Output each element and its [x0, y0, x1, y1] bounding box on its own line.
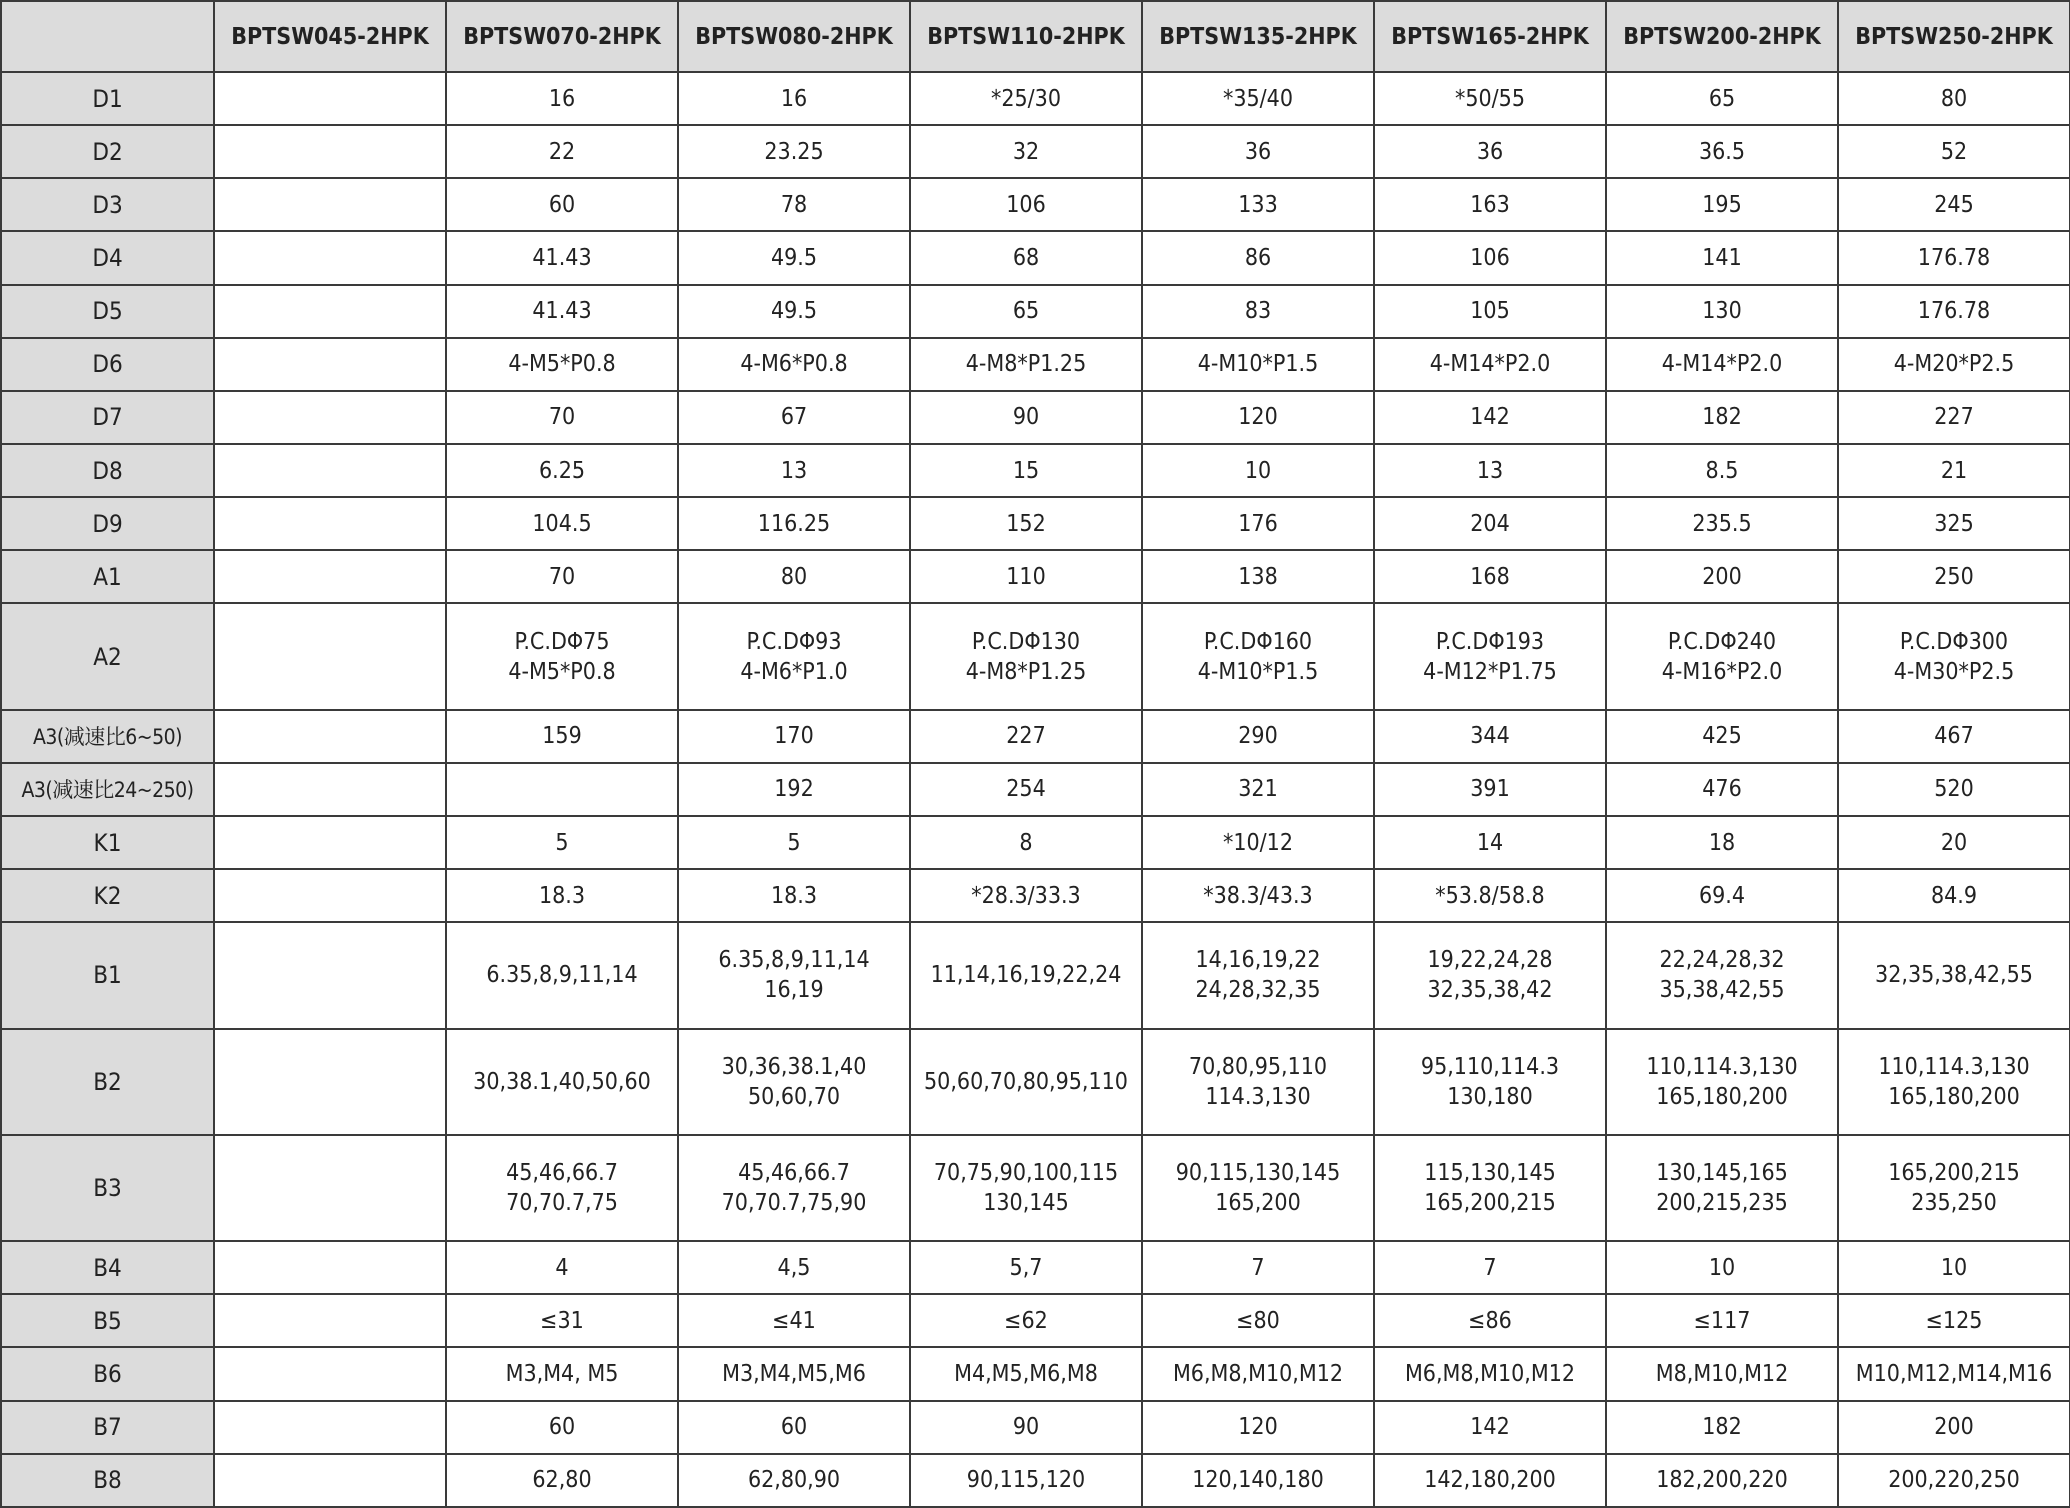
table-cell: [214, 1135, 446, 1241]
table-cell: [910, 1135, 1142, 1241]
row-label: K2: [1, 869, 214, 922]
table-cell: [214, 72, 446, 125]
cell-line: 165,200: [1215, 1189, 1301, 1216]
table-cell: 182: [1606, 1401, 1838, 1454]
table-cell: [446, 603, 678, 709]
cell-line: 4-M8*P1.25: [965, 658, 1087, 685]
table-cell: [1838, 1029, 2070, 1135]
table-cell: 4-M5*P0.8: [446, 338, 678, 391]
table-cell: 142,180,200: [1374, 1454, 1606, 1507]
table-cell: 176.78: [1838, 231, 2070, 284]
table-row: [1, 1454, 2070, 1507]
table-row: [1, 338, 2070, 391]
table-cell: 30,38.1,40,50,60: [446, 1029, 678, 1135]
row-label: B5: [1, 1294, 214, 1347]
table-cell: [214, 285, 446, 338]
table-cell: 10: [1606, 1241, 1838, 1294]
table-cell: [678, 603, 910, 709]
model-header: BPTSW070-2HPK: [446, 1, 678, 72]
row-label: K1: [1, 816, 214, 869]
table-row: [1, 763, 2070, 816]
row-label: B6: [1, 1347, 214, 1400]
table-cell: [214, 391, 446, 444]
table-cell: [214, 178, 446, 231]
table-cell: M3,M4, M5: [446, 1347, 678, 1400]
table-cell: [1374, 603, 1606, 709]
cell-line: P.C.DΦ300: [1899, 628, 2009, 655]
table-cell: 16: [678, 72, 910, 125]
table-cell: *35/40: [1142, 72, 1374, 125]
table-cell: [1142, 1029, 1374, 1135]
table-cell: [214, 231, 446, 284]
cell-line: 30,36,38.1,40: [721, 1053, 867, 1080]
table-cell: ≤31: [446, 1294, 678, 1347]
table-cell: [214, 710, 446, 763]
table-cell: 195: [1606, 178, 1838, 231]
table-cell: 18: [1606, 816, 1838, 869]
table-cell: 325: [1838, 497, 2070, 550]
table-row: [1, 1241, 2070, 1294]
table-cell: 80: [1838, 72, 2070, 125]
table-cell: 227: [1838, 391, 2070, 444]
table-cell: 15: [910, 444, 1142, 497]
row-label: B8: [1, 1454, 214, 1507]
table-cell: 290: [1142, 710, 1374, 763]
cell-line: 70,70.7,75: [506, 1189, 618, 1216]
table-row: [1, 922, 2070, 1028]
table-cell: 13: [1374, 444, 1606, 497]
table-cell: [214, 497, 446, 550]
table-cell: [1374, 1135, 1606, 1241]
table-cell: 18.3: [446, 869, 678, 922]
table-cell: 14: [1374, 816, 1606, 869]
table-cell: [214, 1294, 446, 1347]
cell-line: 95,110,114.3: [1420, 1053, 1560, 1080]
row-label: D6: [1, 338, 214, 391]
model-header: BPTSW045-2HPK: [214, 1, 446, 72]
cell-line: 70,70.7,75,90: [721, 1189, 867, 1216]
row-label: A1: [1, 550, 214, 603]
table-cell: *38.3/43.3: [1142, 869, 1374, 922]
table-cell: 116.25: [678, 497, 910, 550]
table-cell: 50,60,70,80,95,110: [910, 1029, 1142, 1135]
table-cell: 110: [910, 550, 1142, 603]
table-cell: 13: [678, 444, 910, 497]
table-cell: 70: [446, 550, 678, 603]
table-cell: 11,14,16,19,22,24: [910, 922, 1142, 1028]
table-cell: 4-M14*P2.0: [1374, 338, 1606, 391]
table-cell: *25/30: [910, 72, 1142, 125]
cell-line: 24,28,32,35: [1195, 977, 1321, 1004]
cell-line: 6.35,8,9,11,14: [718, 947, 870, 974]
cell-line: 165,180,200: [1656, 1083, 1788, 1110]
table-cell: 520: [1838, 763, 2070, 816]
table-cell: M4,M5,M6,M8: [910, 1347, 1142, 1400]
table-row: [1, 1401, 2070, 1454]
table-cell: 23.25: [678, 125, 910, 178]
table-cell: 36.5: [1606, 125, 1838, 178]
table-cell: 204: [1374, 497, 1606, 550]
cell-line: 35,38,42,55: [1659, 977, 1785, 1004]
cell-line: 4-M16*P2.0: [1661, 658, 1783, 685]
row-label: B4: [1, 1241, 214, 1294]
table-cell: 83: [1142, 285, 1374, 338]
table-cell: M6,M8,M10,M12: [1374, 1347, 1606, 1400]
table-cell: 21: [1838, 444, 2070, 497]
model-header: BPTSW135-2HPK: [1142, 1, 1374, 72]
row-label: B2: [1, 1029, 214, 1135]
table-cell: [1374, 922, 1606, 1028]
cell-line: P.C.DΦ193: [1435, 628, 1545, 655]
table-cell: 36: [1374, 125, 1606, 178]
table-cell: 6.35,8,9,11,14: [446, 922, 678, 1028]
table-cell: [214, 1029, 446, 1135]
cell-line: 70,75,90,100,115: [933, 1159, 1119, 1186]
table-cell: 467: [1838, 710, 2070, 763]
cell-line: 14,16,19,22: [1195, 947, 1321, 974]
table-cell: 10: [1142, 444, 1374, 497]
cell-line: 4-M6*P1.0: [740, 658, 848, 685]
table-cell: 22: [446, 125, 678, 178]
table-cell: 200,220,250: [1838, 1454, 2070, 1507]
cell-line: 130,180: [1447, 1083, 1533, 1110]
table-cell: 425: [1606, 710, 1838, 763]
table-row: [1, 178, 2070, 231]
table-row: [1, 869, 2070, 922]
table-row: [1, 72, 2070, 125]
table-cell: 120: [1142, 1401, 1374, 1454]
row-label: A3(减速比24~250): [1, 763, 214, 816]
table-cell: [214, 1241, 446, 1294]
table-cell: [1606, 922, 1838, 1028]
table-cell: 69.4: [1606, 869, 1838, 922]
table-row: [1, 444, 2070, 497]
cell-line: 4-M5*P0.8: [508, 658, 616, 685]
table-cell: 245: [1838, 178, 2070, 231]
cell-line: 4-M12*P1.75: [1423, 658, 1557, 685]
table-cell: 62,80,90: [678, 1454, 910, 1507]
table-cell: 36: [1142, 125, 1374, 178]
table-cell: 142: [1374, 1401, 1606, 1454]
cell-line: P.C.DΦ160: [1203, 628, 1313, 655]
cell-line: 200,215,235: [1656, 1189, 1788, 1216]
table-cell: 70: [446, 391, 678, 444]
table-cell: 142: [1374, 391, 1606, 444]
table-cell: 52: [1838, 125, 2070, 178]
table-cell: 60: [446, 178, 678, 231]
table-cell: 4-M14*P2.0: [1606, 338, 1838, 391]
table-cell: 60: [678, 1401, 910, 1454]
table-cell: [1374, 1029, 1606, 1135]
table-cell: 168: [1374, 550, 1606, 603]
row-label: D3: [1, 178, 214, 231]
table-cell: 90: [910, 1401, 1142, 1454]
cell-line: 110,114.3,130: [1878, 1053, 2030, 1080]
table-cell: 104.5: [446, 497, 678, 550]
cell-line: 110,114.3,130: [1646, 1053, 1798, 1080]
table-cell: 18.3: [678, 869, 910, 922]
cell-line: 130,145,165: [1656, 1159, 1788, 1186]
cell-line: 130,145: [983, 1189, 1069, 1216]
table-cell: 476: [1606, 763, 1838, 816]
table-cell: 227: [910, 710, 1142, 763]
row-label: D2: [1, 125, 214, 178]
table-cell: [214, 869, 446, 922]
row-label: D5: [1, 285, 214, 338]
table-cell: 41.43: [446, 231, 678, 284]
table-cell: 254: [910, 763, 1142, 816]
table-cell: 78: [678, 178, 910, 231]
table-cell: 5,7: [910, 1241, 1142, 1294]
table-cell: 120,140,180: [1142, 1454, 1374, 1507]
table-cell: 4-M6*P0.8: [678, 338, 910, 391]
table-cell: [1142, 922, 1374, 1028]
row-label: D4: [1, 231, 214, 284]
table-cell: 344: [1374, 710, 1606, 763]
table-cell: 16: [446, 72, 678, 125]
table-cell: ≤62: [910, 1294, 1142, 1347]
cell-line: 70,80,95,110: [1188, 1053, 1328, 1080]
table-cell: [910, 603, 1142, 709]
table-cell: [214, 922, 446, 1028]
table-cell: 5: [446, 816, 678, 869]
table-cell: 7: [1374, 1241, 1606, 1294]
table-cell: [214, 603, 446, 709]
table-cell: 159: [446, 710, 678, 763]
cell-line: 19,22,24,28: [1427, 947, 1553, 974]
table-cell: 86: [1142, 231, 1374, 284]
table-cell: 49.5: [678, 285, 910, 338]
table-cell: [1606, 603, 1838, 709]
cell-line: 235,250: [1911, 1189, 1997, 1216]
table-header: [1, 1, 2070, 72]
table-cell: ≤117: [1606, 1294, 1838, 1347]
table-row: [1, 1347, 2070, 1400]
table-cell: [214, 1347, 446, 1400]
row-label: A2: [1, 603, 214, 709]
table-row: [1, 710, 2070, 763]
table-cell: [214, 763, 446, 816]
cell-line: 45,46,66.7: [506, 1159, 618, 1186]
table-cell: 163: [1374, 178, 1606, 231]
cell-line: 16,19: [764, 977, 824, 1004]
table-cell: 200: [1606, 550, 1838, 603]
table-cell: 60: [446, 1401, 678, 1454]
table-cell: [1142, 603, 1374, 709]
table-cell: 120: [1142, 391, 1374, 444]
table-row: [1, 497, 2070, 550]
table-cell: 8.5: [1606, 444, 1838, 497]
table-cell: 49.5: [678, 231, 910, 284]
table-cell: 90,115,120: [910, 1454, 1142, 1507]
table-cell: 235.5: [1606, 497, 1838, 550]
table-row: [1, 125, 2070, 178]
cell-line: 4-M30*P2.5: [1893, 658, 2015, 685]
row-label: D9: [1, 497, 214, 550]
table-cell: [678, 922, 910, 1028]
table-cell: 90: [910, 391, 1142, 444]
table-cell: 67: [678, 391, 910, 444]
table-cell: [446, 1135, 678, 1241]
table-cell: ≤125: [1838, 1294, 2070, 1347]
table-cell: [678, 1135, 910, 1241]
row-label: B1: [1, 922, 214, 1028]
table-cell: M8,M10,M12: [1606, 1347, 1838, 1400]
model-header: BPTSW110-2HPK: [910, 1, 1142, 72]
table-row: [1, 1029, 2070, 1135]
table-cell: 176: [1142, 497, 1374, 550]
table-cell: 152: [910, 497, 1142, 550]
table-cell: [1606, 1029, 1838, 1135]
table-cell: 32,35,38,42,55: [1838, 922, 2070, 1028]
table-cell: [446, 763, 678, 816]
cell-line: P.C.DΦ130: [971, 628, 1081, 655]
table-cell: [678, 1029, 910, 1135]
table-cell: [214, 1454, 446, 1507]
table-cell: [1606, 1135, 1838, 1241]
model-header: BPTSW200-2HPK: [1606, 1, 1838, 72]
table-cell: 4: [446, 1241, 678, 1294]
table-cell: 321: [1142, 763, 1374, 816]
cell-line: P.C.DΦ75: [514, 628, 610, 655]
table-cell: 10: [1838, 1241, 2070, 1294]
table-cell: 133: [1142, 178, 1374, 231]
cell-line: 50,60,70: [747, 1083, 841, 1110]
table-cell: 106: [910, 178, 1142, 231]
table-cell: [214, 1401, 446, 1454]
table-body: [1, 72, 2070, 1507]
header-row: [1, 1, 2070, 72]
row-label: D8: [1, 444, 214, 497]
table-cell: 106: [1374, 231, 1606, 284]
table-cell: 391: [1374, 763, 1606, 816]
cell-line: 165,200,215: [1888, 1159, 2020, 1186]
table-cell: 84.9: [1838, 869, 2070, 922]
model-header: BPTSW080-2HPK: [678, 1, 910, 72]
table-cell: [214, 550, 446, 603]
table-cell: [214, 338, 446, 391]
table-cell: *10/12: [1142, 816, 1374, 869]
cell-line: 115,130,145: [1424, 1159, 1556, 1186]
table-cell: M6,M8,M10,M12: [1142, 1347, 1374, 1400]
table-row: [1, 1135, 2070, 1241]
row-label: D1: [1, 72, 214, 125]
table-cell: 68: [910, 231, 1142, 284]
model-header: BPTSW165-2HPK: [1374, 1, 1606, 72]
table-cell: 105: [1374, 285, 1606, 338]
table-cell: 138: [1142, 550, 1374, 603]
table-cell: 170: [678, 710, 910, 763]
table-cell: 182,200,220: [1606, 1454, 1838, 1507]
row-label: B7: [1, 1401, 214, 1454]
table-row: [1, 550, 2070, 603]
table-row: [1, 231, 2070, 284]
row-label: B3: [1, 1135, 214, 1241]
table-cell: 5: [678, 816, 910, 869]
table-cell: 200: [1838, 1401, 2070, 1454]
table-cell: 32: [910, 125, 1142, 178]
table-cell: *50/55: [1374, 72, 1606, 125]
table-row: [1, 603, 2070, 709]
table-cell: 62,80: [446, 1454, 678, 1507]
table-cell: M10,M12,M14,M16: [1838, 1347, 2070, 1400]
cell-line: 114.3,130: [1205, 1083, 1311, 1110]
table-cell: 65: [910, 285, 1142, 338]
table-cell: ≤80: [1142, 1294, 1374, 1347]
table-cell: [214, 816, 446, 869]
table-cell: 41.43: [446, 285, 678, 338]
table-row: [1, 391, 2070, 444]
cell-line: 90,115,130,145: [1175, 1159, 1341, 1186]
table-cell: [1838, 1135, 2070, 1241]
table-cell: [214, 444, 446, 497]
table-cell: 7: [1142, 1241, 1374, 1294]
table-cell: [1838, 603, 2070, 709]
table-cell: *28.3/33.3: [910, 869, 1142, 922]
corner-cell: [1, 1, 214, 72]
table-cell: 8: [910, 816, 1142, 869]
row-label: A3(减速比6~50): [1, 710, 214, 763]
table-cell: *53.8/58.8: [1374, 869, 1606, 922]
table-cell: 80: [678, 550, 910, 603]
table-cell: 130: [1606, 285, 1838, 338]
table-cell: [1142, 1135, 1374, 1241]
cell-line: 32,35,38,42: [1427, 977, 1553, 1004]
cell-line: P.C.DΦ240: [1667, 628, 1777, 655]
cell-line: 165,200,215: [1424, 1189, 1556, 1216]
table-cell: 20: [1838, 816, 2070, 869]
table-cell: [214, 125, 446, 178]
cell-line: P.C.DΦ93: [746, 628, 842, 655]
table-cell: 65: [1606, 72, 1838, 125]
cell-line: 165,180,200: [1888, 1083, 2020, 1110]
table-cell: 192: [678, 763, 910, 816]
table-cell: 4,5: [678, 1241, 910, 1294]
cell-line: 22,24,28,32: [1659, 947, 1785, 974]
table-cell: 6.25: [446, 444, 678, 497]
cell-line: 4-M10*P1.5: [1197, 658, 1319, 685]
table-cell: ≤41: [678, 1294, 910, 1347]
table-cell: 182: [1606, 391, 1838, 444]
table-cell: 141: [1606, 231, 1838, 284]
table-cell: 4-M20*P2.5: [1838, 338, 2070, 391]
table-row: [1, 1294, 2070, 1347]
table-cell: 176.78: [1838, 285, 2070, 338]
table-cell: 4-M10*P1.5: [1142, 338, 1374, 391]
table-cell: 250: [1838, 550, 2070, 603]
table-row: [1, 285, 2070, 338]
table-cell: M3,M4,M5,M6: [678, 1347, 910, 1400]
model-header: BPTSW250-2HPK: [1838, 1, 2070, 72]
row-label: D7: [1, 391, 214, 444]
table-cell: ≤86: [1374, 1294, 1606, 1347]
table-row: [1, 816, 2070, 869]
table-cell: 4-M8*P1.25: [910, 338, 1142, 391]
cell-line: 45,46,66.7: [738, 1159, 850, 1186]
